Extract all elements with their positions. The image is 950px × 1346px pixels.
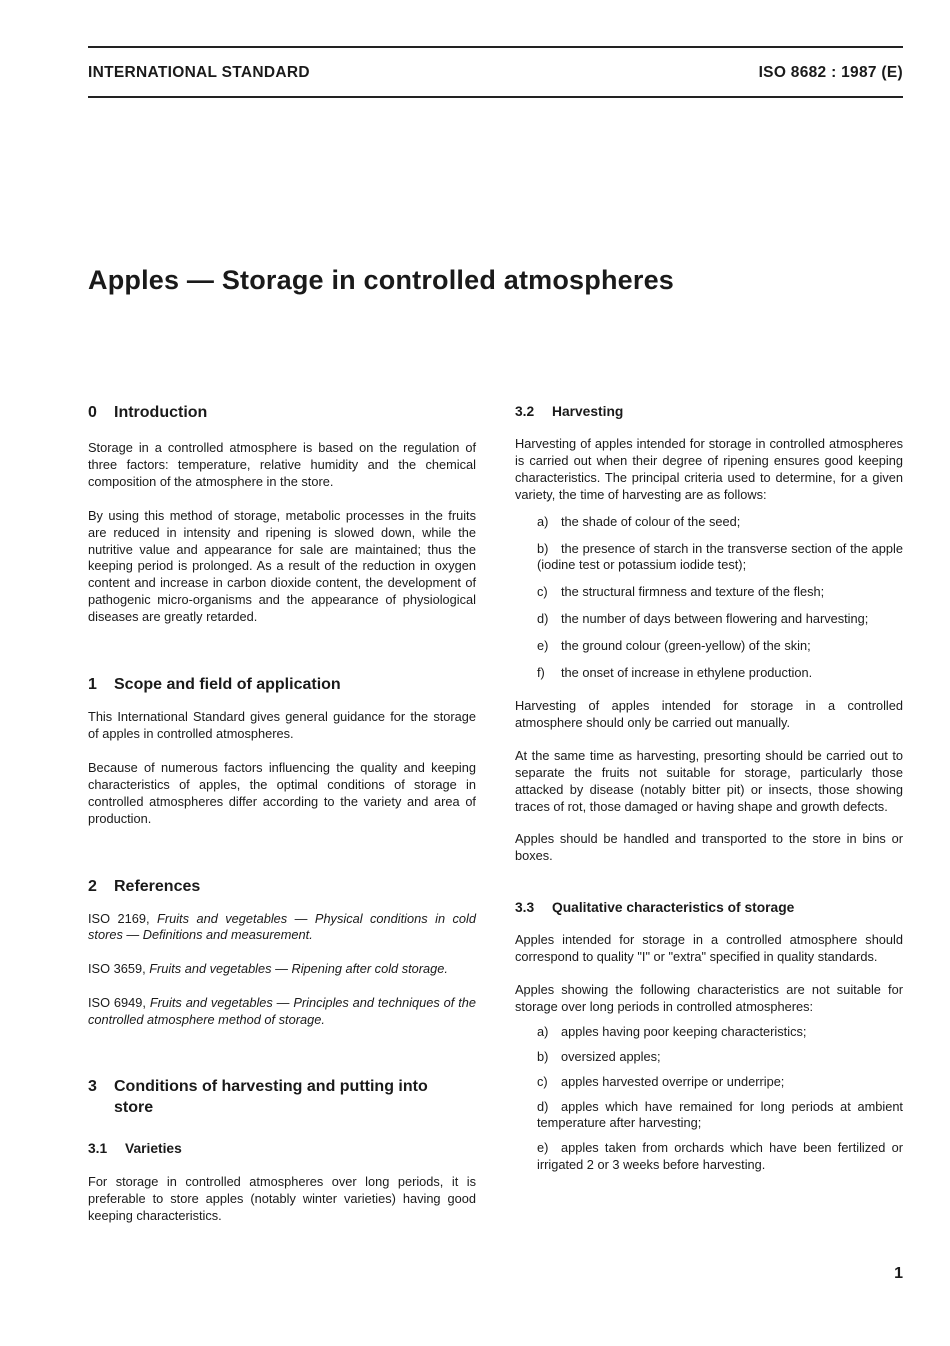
section-title: References [114, 877, 201, 895]
list-item [515, 1049, 903, 1066]
document-type-label: INTERNATIONAL STANDARD [88, 64, 310, 81]
section-0-heading [88, 402, 476, 423]
list-label: f) [537, 665, 545, 681]
paragraph: Storage in a controlled atmosphere is based on the regulation of three factors: temperature, relative humidity and the chemical composition of the atmosphere in the store. [88, 440, 476, 489]
list-label: d) [537, 1098, 549, 1114]
left-column [88, 402, 476, 1225]
paragraph: Because of numerous factors influencing the quality and keeping characteristics of apples, the optimal conditions of storage in controlled atmospheres differ according to the variety and area of production. [88, 759, 476, 826]
list-item [515, 638, 903, 655]
section-2-heading [88, 876, 476, 897]
list-item [515, 1024, 903, 1041]
section-number: 3.3 [515, 900, 535, 916]
list-label: a) [537, 1023, 549, 1039]
section-title: Varieties [125, 1141, 182, 1157]
list-text: the number of days between flowering and harvesting; [561, 611, 869, 627]
right-column [515, 402, 903, 1174]
list-label: d) [537, 611, 549, 627]
reference-item [88, 995, 476, 1029]
paragraph: For storage in controlled atmospheres over long periods, it is preferable to store apples (notably winter varieties) having good keeping characteristics. [88, 1174, 476, 1223]
reference-item [88, 961, 476, 978]
list-text: oversized apples; [561, 1048, 661, 1064]
list-label: c) [537, 1073, 548, 1089]
section-3-1-heading [88, 1140, 476, 1158]
section-number: 3.1 [88, 1141, 108, 1157]
section-title: Harvesting [552, 404, 624, 419]
section-title: Introduction [114, 404, 208, 421]
section-3-3-heading [515, 899, 903, 917]
section-3-2-heading [515, 403, 903, 421]
list-item [515, 611, 903, 628]
section-number: 3 [88, 1078, 97, 1096]
section-title: Qualitative characteristics of storage [552, 900, 795, 916]
list-text: the structural firmness and texture of the flesh; [561, 584, 825, 600]
list-item [515, 514, 903, 531]
list-item [515, 541, 903, 575]
section-title: Scope and field of application [114, 676, 341, 694]
list-label: a) [537, 513, 549, 529]
section-3-heading [88, 1076, 476, 1118]
list-label: b) [537, 540, 549, 556]
header-bottom-rule [88, 96, 903, 98]
reference-item [88, 911, 476, 945]
paragraph: Apples intended for storage in a controlled atmosphere should correspond to quality "I" or "extra" specified in quality standards. [515, 932, 903, 965]
document-title: Apples — Storage in controlled atmospheres [88, 265, 675, 295]
list-text: apples harvested overripe or underripe; [561, 1073, 785, 1089]
paragraph: This International Standard gives general guidance for the storage of apples in controlled atmospheres. [88, 709, 476, 741]
list-text: apples having poor keeping characteristics; [561, 1023, 807, 1039]
section-number: 1 [88, 676, 97, 694]
reference-title: Fruits and vegetables — Physical conditions in cold stores — Definitions and measurement. [88, 910, 477, 943]
paragraph: Harvesting of apples intended for storage in a controlled atmosphere should only be carried out manually. [515, 697, 903, 730]
list-text: apples which have remained for long periods at ambient temperature after harvesting; [537, 1098, 903, 1131]
paragraph: By using this method of storage, metabolic processes in the fruits are reduced in intensity and ripening is slowed down, while the nutritive value and appearance for sale are maintained; thus the keeping period is prolonged. As a result of the reduction in oxygen content and increase in carbon dioxide content, the development of pathogenic micro-organisms and the appearance of physiological diseases are greatly retarded. [88, 507, 476, 625]
header-top-rule [88, 46, 903, 48]
reference-doc: ISO 6949, [88, 995, 146, 1011]
list-text: the shade of colour of the seed; [561, 513, 741, 529]
paragraph: Harvesting of apples intended for storage in controlled atmospheres is carried out when their degree of ripening ensures good keeping characteristics. The principal criteria used to determine, for a given variety, the time of harvesting are as follows: [515, 436, 903, 502]
reference-doc: ISO 2169, [88, 910, 150, 926]
page-number: 1 [894, 1265, 903, 1282]
section-number: 0 [88, 404, 97, 421]
list-text: the presence of starch in the transverse section of the apple (iodine test or potassium iodide test); [537, 540, 903, 573]
paragraph: Apples showing the following characteristics are not suitable for storage over long periods in controlled atmospheres: [515, 982, 903, 1014]
reference-doc: ISO 3659, [88, 961, 146, 977]
list-item [515, 1099, 903, 1133]
list-label: e) [537, 638, 549, 654]
reference-title: Fruits and vegetables — Principles and techniques of the controlled atmosphere method of storage. [88, 995, 477, 1028]
list-item [515, 1074, 903, 1091]
paragraph: At the same time as harvesting, presorting should be carried out to separate the fruits not suitable for storage, particularly those attacked by disease (notably bitter pit) or insects, those showing traces of rot, those damaged or having shape and growth defects. [515, 747, 903, 814]
list-item [515, 1140, 903, 1174]
section-title: Conditions of harvesting and putting into store [114, 1078, 428, 1117]
list-label: c) [537, 584, 548, 600]
standard-number: ISO 8682 : 1987 (E) [758, 64, 903, 81]
paragraph: Apples should be handled and transported to the store in bins or boxes. [515, 831, 903, 864]
section-1-heading [88, 674, 476, 695]
list-text: the onset of increase in ethylene production. [561, 665, 813, 681]
section-number: 3.2 [515, 404, 535, 419]
list-label: e) [537, 1140, 549, 1156]
list-text: the ground colour (green-yellow) of the skin; [561, 638, 811, 654]
list-text: apples taken from orchards which have been fertilized or irrigated 2 or 3 weeks before harvesting. [537, 1140, 903, 1173]
list-item [515, 665, 903, 682]
list-label: b) [537, 1048, 549, 1064]
section-number: 2 [88, 877, 97, 895]
reference-title: Fruits and vegetables — Ripening after cold storage. [149, 961, 448, 977]
list-item [515, 584, 903, 601]
